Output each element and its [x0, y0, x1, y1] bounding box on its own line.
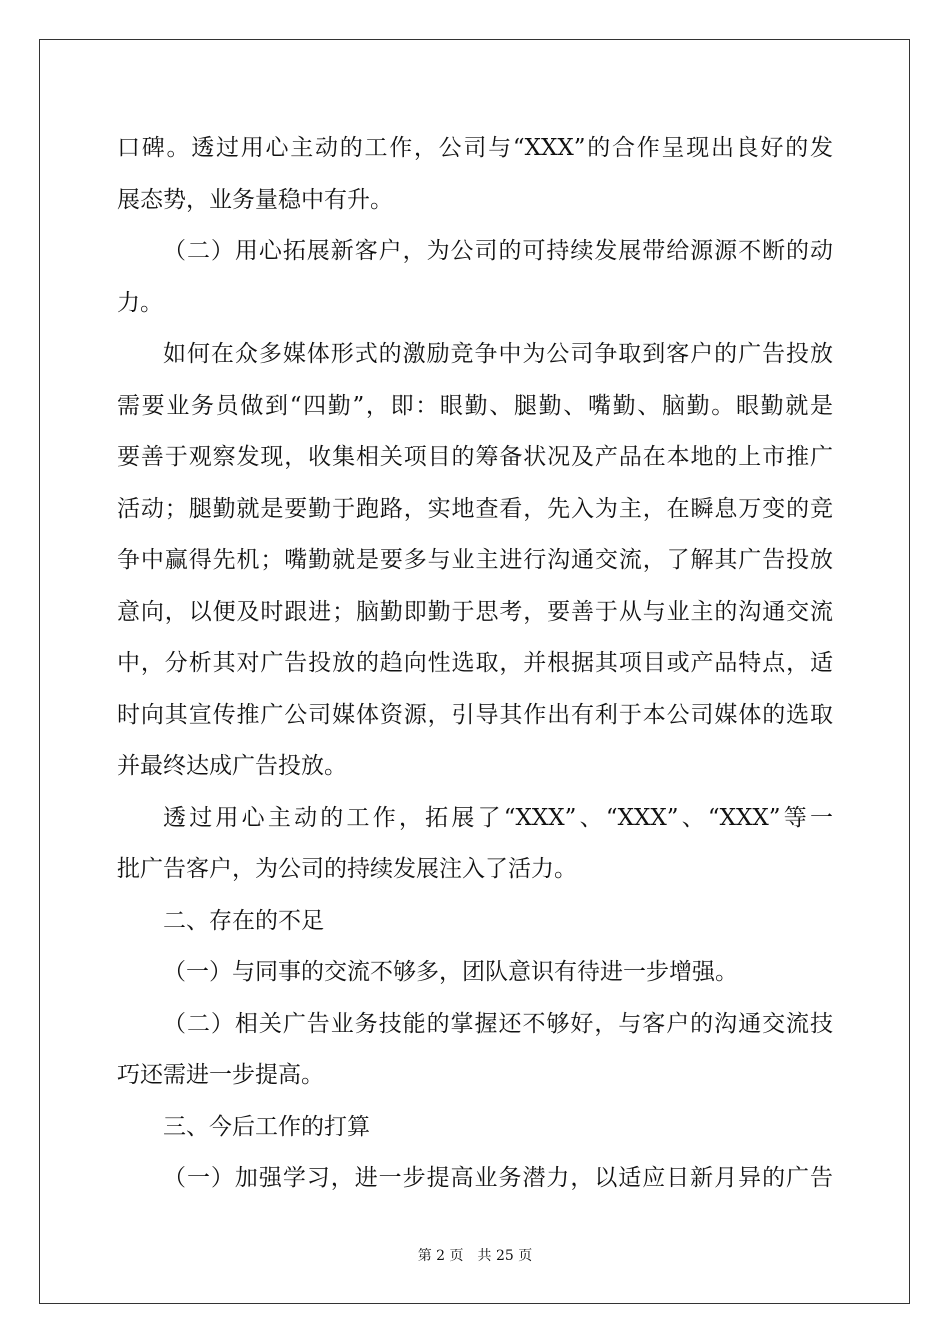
text-line: 巧还需进一步提高。	[117, 1062, 324, 1088]
text-line: 活动；腿勤就是要勤于跑路，实地查看，先入为主，在瞬息万变的竞	[117, 495, 833, 522]
text-line: 展态势，业务量稳中有升。	[117, 186, 393, 213]
text-line: （二）相关广告业务技能的掌握还不够好，与客户的沟通交流技	[163, 1010, 833, 1037]
text-line: 争中赢得先机；嘴勤就是要多与业主进行沟通交流，了解其广告投放	[117, 547, 833, 573]
text-line: 需要业务员做到“四勤”，即：眼勤、腿勤、嘴勤、脑勤。眼勤就是	[117, 392, 833, 419]
text-line: 要善于观察发现，收集相关项目的筹备状况及产品在本地的上市推广	[117, 444, 833, 470]
text-line: 意向，以便及时跟进；脑勤即勤于思考，要善于从与业主的沟通交流	[117, 598, 833, 625]
text-line: （一）加强学习，进一步提高业务潜力，以适应日新月异的广告	[163, 1165, 833, 1191]
text-line: 批广告客户，为公司的持续发展注入了活力。	[117, 856, 577, 882]
text-line: （二）用心拓展新客户，为公司的可持续发展带给源源不断的动	[163, 238, 833, 264]
document-body	[117, 123, 833, 1205]
text-line: （一）与同事的交流不够多，团队意识有待进一步增强。	[163, 959, 738, 985]
text-line: 并最终达成广告投放。	[117, 753, 347, 779]
text-line: 三、今后工作的打算	[163, 1113, 370, 1140]
text-line: 时向其宣传推广公司媒体资源，引导其作出有利于本公司媒体的选取	[117, 701, 833, 728]
text-line: 透过用心主动的工作，拓展了“XXX”、“XXX”、“XXX”等一	[163, 804, 833, 831]
page-footer: 第 2 页 共 25 页	[417, 1248, 533, 1264]
text-line: 中，分析其对广告投放的趋向性选取，并根据其项目或产品特点，适	[117, 650, 833, 676]
text-line: 口碑。透过用心主动的工作，公司与“XXX”的合作呈现出良好的发	[117, 135, 833, 161]
text-line: 二、存在的不足	[163, 907, 324, 934]
text-line: 如何在众多媒体形式的激励竞争中为公司争取到客户的广告投放	[163, 341, 833, 367]
text-line: 力。	[117, 289, 163, 316]
